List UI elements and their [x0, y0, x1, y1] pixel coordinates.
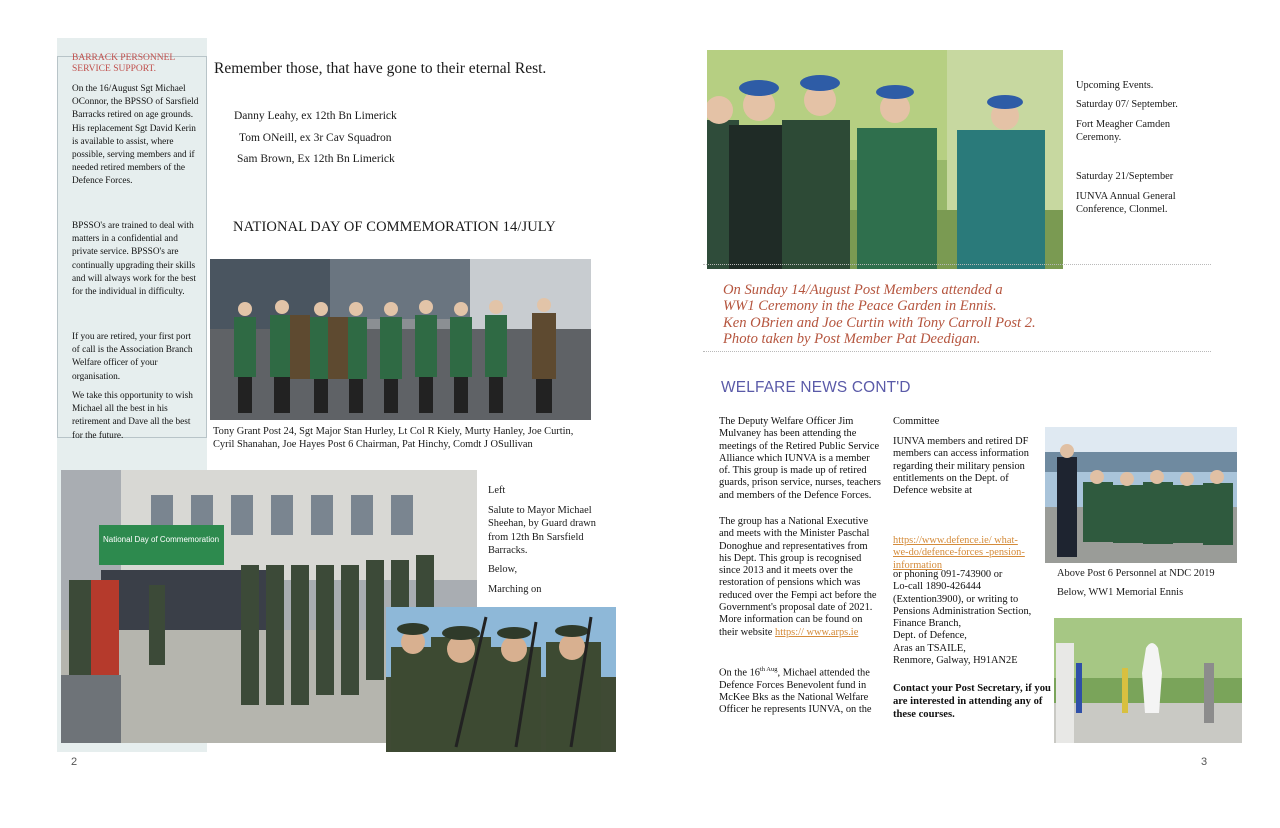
remember-title: Remember those, that have gone to their eternal Rest.: [214, 60, 547, 77]
welfare-col1-p2-text: The group has a National Executive and meets with the Minister Paschal Donoghue and representatives from his Dept. This group is recognised since 2013 and it meets over the restoration of pensions which was reduced over the Fempi act before the Government's proposal date of 2021. More information can be found on their website: [719, 516, 877, 638]
event-2: IUNVA Annual General Conference, Clonmel.: [1076, 191, 1176, 216]
ennis-caption-line: Ken OBrien and Joe Curtin with Tony Carroll Post 2.: [723, 314, 1036, 331]
contact-note: Contact your Post Secretary, if you are interested in attending any of these courses.: [893, 683, 1051, 720]
ennis-caption-line: WW1 Ceremony in the Peace Garden in Ennis.: [723, 298, 997, 315]
p3-sup: th Aug: [759, 666, 778, 673]
welfare-col2-contact-lines: [893, 569, 1053, 667]
contact-line: Renmore, Galway, H91AN2E: [893, 655, 1018, 667]
sidebar-heading: BARRACK PERSONNEL SERVICE SUPPORT.: [72, 53, 175, 74]
side-caption-marching: Marching on: [488, 584, 542, 595]
p3-start: On the 16: [719, 667, 760, 679]
contact-line: Dept. of Defence,: [893, 630, 967, 642]
welfare-heading: WELFARE NEWS CONT'D: [721, 379, 911, 396]
ennis-veterans-photo: [707, 50, 1063, 269]
marching-photo: [386, 607, 616, 752]
remembered-name: Sam Brown, Ex 12th Bn Limerick: [237, 153, 395, 165]
events-title: Upcoming Events.: [1076, 80, 1154, 91]
ndc-photo-caption: Tony Grant Post 24, Sgt Major Stan Hurley, Lt Col R Kiely, Murty Hanley, Joe Curtin, Cyril Shanahan, Joe Hayes Post 6 Chairman, Pat Hinchy, Comdt J OSullivan: [213, 426, 574, 451]
defence-link[interactable]: https://www.defence.ie/ what-we-do/defence-forces -pension-information: [893, 535, 1025, 571]
sidebar-paragraph: If you are retired, your first port of call is the Association Branch Welfare officer of your organisation.: [72, 332, 193, 382]
event-date-2: Saturday 21/September: [1076, 171, 1174, 182]
ndc-heading: NATIONAL DAY OF COMMEMORATION 14/JULY: [233, 219, 556, 235]
welfare-col1-p1: The Deputy Welfare Officer Jim Mulvaney has been attending the meetings of the Retired Public Service Alliance which IUNVA is a member of. This group is made up of retired guards, prison service, nurses, teachers and members of the Defence Forces.: [719, 416, 881, 501]
sidebar-paragraph: BPSSO's are trained to deal with matters in a confidential and private service. BPSSO's are continually upgrading their skills and will always work for the best for the individual in difficulty.: [72, 221, 196, 298]
p3-rest: , Michael attended the Defence Forces Benevolent fund in McKee Bks as the National Welfare Officer he represents IUNVA, on the: [719, 667, 872, 716]
welfare-col1-p3: [719, 664, 881, 717]
ennis-caption: [723, 282, 1193, 347]
contact-line: Finance Branch,: [893, 618, 962, 630]
photo-caption-above: Above Post 6 Personnel at NDC 2019: [1057, 568, 1215, 579]
contact-line: or phoning 091-743900 or: [893, 569, 1003, 580]
side-caption-left: Left: [488, 485, 506, 496]
side-caption-below: Below,: [488, 564, 518, 575]
welfare-col1-p2: [719, 516, 881, 639]
divider: [703, 351, 1211, 352]
remembered-name: Tom ONeill, ex 3r Cav Squadron: [239, 132, 392, 144]
welfare-committee: Committee: [893, 416, 940, 427]
divider: [703, 264, 1211, 265]
side-caption-salute: Salute to Mayor Michael Sheehan, by Guard drawn from 12th Bn Sarsfield Barracks.: [488, 505, 596, 556]
photo-caption-below: Below, WW1 Memorial Ennis: [1057, 587, 1184, 598]
ndc-banner-text: National Day of Commemoration: [102, 535, 220, 544]
ennis-caption-line: On Sunday 14/August Post Members attended a: [723, 282, 1003, 298]
page-number-right: 3: [1201, 756, 1208, 768]
welfare-col2-p1: IUNVA members and retired DF members can access information regarding their military pension entitlements on the Dept. of Defence website at: [893, 436, 1029, 497]
ndc-group-photo: [210, 259, 591, 420]
contact-line: Pensions Administration Section,: [893, 605, 1032, 617]
contact-line: Lo-call 1890-426444: [893, 581, 982, 593]
event-date-1: Saturday 07/ September.: [1076, 99, 1178, 110]
ndc-2019-photo: [1045, 427, 1237, 563]
ennis-caption-line: Photo taken by Post Member Pat Deedigan.: [723, 330, 981, 347]
sidebar-paragraph: On the 16/August Sgt Michael OConnor, the BPSSO of Sarsfield Barracks retired on age grounds. His replacement Sgt David Kerin is available to assist, where possible, serving members and if needed retired members of the Defence Forces.: [72, 84, 199, 187]
sidebar-paragraph: We take this opportunity to wish Michael all the best in his retirement and Dave all the best for the future.: [72, 391, 193, 441]
contact-line: Aras an TSAILE,: [893, 642, 966, 654]
ww1-memorial-photo: [1054, 618, 1242, 743]
remembered-name: Danny Leahy, ex 12th Bn Limerick: [234, 110, 397, 122]
event-1: Fort Meagher Camden Ceremony.: [1076, 119, 1171, 144]
page-number-left: 2: [71, 756, 78, 768]
arps-link[interactable]: https:// www.arps.ie: [775, 626, 859, 638]
contact-line: (Extention3900), or writing to: [893, 593, 1019, 605]
